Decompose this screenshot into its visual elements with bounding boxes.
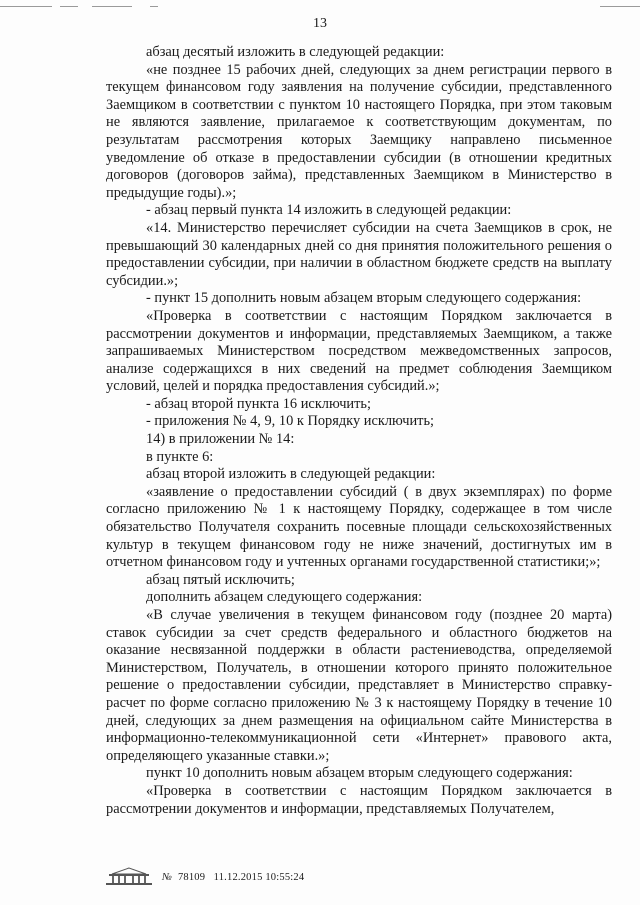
paragraph: «заявление о предоставлении субсидий ( в двух экземплярах) по форме согласно приложению № 1 к настоящему Порядку, содержащее в том числе обязательство Получателя сохранить посевные площади сельскохозяйственных культур в текущем финансовом году не ниже значений, достигнутых им в отчетном финансовом году и учтенных органами государственной статистики;»; (106, 483, 612, 571)
paragraph: дополнить абзацем следующего содержания: (146, 589, 423, 606)
scan-edge-marks (0, 4, 640, 10)
paragraph: «Проверка в соответствии с настоящим Порядком заключается в рассмотрении документов и информации, представляемых Заемщиком, а также запрашиваемых Министерством посредством межведомственных запросов, анализе содержащихся в них сведений на предмет соблюдения Заемщиком условий, целей и порядка предоставления субсидий.»; (106, 307, 612, 395)
page-number: 13 (313, 16, 327, 31)
document-stamp (162, 872, 304, 883)
paragraph: - приложения № 4, 9, 10 к Порядку исключить; (146, 413, 435, 430)
number-sign: № (162, 871, 173, 883)
paragraph: - пункт 15 дополнить новым абзацем вторым следующего содержания: (146, 290, 582, 307)
paragraph: в пункте 6: (146, 448, 214, 465)
paragraph: 14) в приложении № 14: (146, 431, 295, 448)
paragraph: «14. Министерство перечисляет субсидии на счета Заемщиков в срок, не превышающий 30 календарных дней со дня принятия положительного решения о предоставлении субсидии, при наличии в областном бюджете средств на выплату субсидии.»; (106, 219, 612, 289)
government-building-icon (104, 867, 154, 887)
paragraph: - абзац второй пункта 16 исключить; (146, 395, 371, 412)
paragraph: «Проверка в соответствии с настоящим Порядком заключается в рассмотрении документов и информации, представляемых Получателем, (106, 782, 612, 817)
paragraph: - абзац первый пункта 14 изложить в следующей редакции: (146, 202, 512, 219)
paragraph: абзац второй изложить в следующей редакции: (146, 466, 436, 483)
paragraph: абзац пятый исключить; (146, 571, 295, 588)
document-body (106, 44, 612, 818)
paragraph: абзац десятый изложить в следующей редакции: (146, 44, 445, 60)
paragraph: «В случае увеличения в текущем финансовом году (позднее 20 марта) ставок субсидии за счет средств федерального и областного бюджетов на оказание несвязанной поддержки в области растениеводства, определяемой Министерством, Получатель, в отношении которого принято положительное решение о предоставлении субсидии, представляет в Министерство справку-расчет по форме согласно приложению № 3 к настоящему Порядку в течение 10 дней, следующих за днем размещения на официальном сайте Министерства в информационно-телекоммуникационной сети «Интернет» правового акта, определяющего указанные ставки.»; (106, 607, 612, 764)
paragraph: пункт 10 дополнить новым абзацем вторым следующего содержания: (146, 765, 573, 782)
document-number: 78109 (177, 871, 206, 883)
document-timestamp: 11.12.2015 10:55:24 (213, 871, 305, 883)
document-footer (104, 866, 304, 888)
paragraph: «не позднее 15 рабочих дней, следующих за днем регистрации первого в текущем финансовом году заявления на получение субсидии, представленного Заемщиком в соответствии с пунктом 10 настоящего Порядка, при этом таковым не являются заявление, прилагаемое к соответствующим документам, по результатам рассмотрения которых Заемщику направлено письменное уведомление об отказе в предоставлении субсидии (в отношении кредитных договоров (договоров займа), представленных Заемщиком в Министерство в предыдущие годы).»; (106, 61, 612, 201)
